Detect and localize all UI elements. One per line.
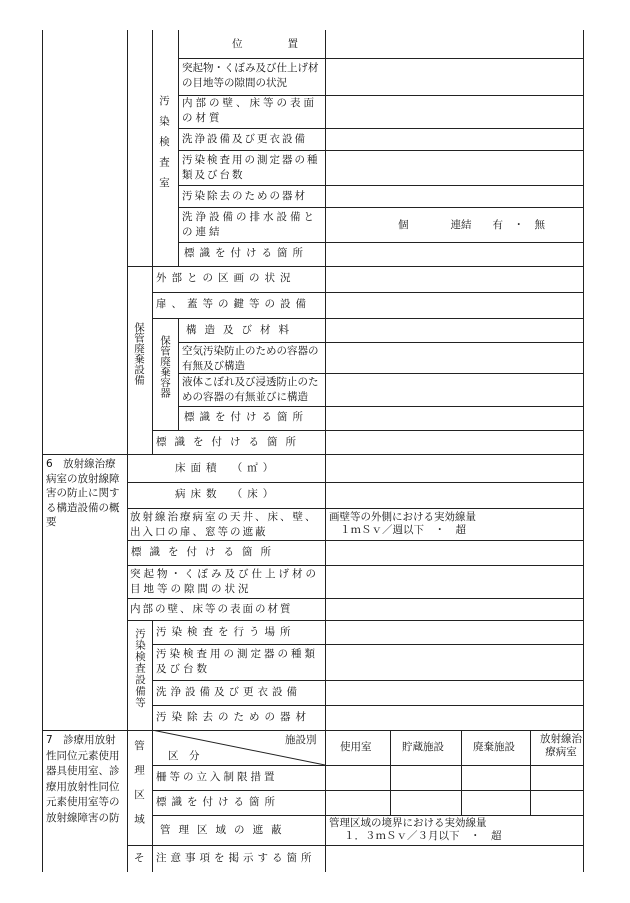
row-label: 標識を付ける箇所 — [156, 796, 280, 808]
contamination-room-label: 汚染検査室 — [158, 95, 170, 198]
row-label: 内部の壁、床等の表面の材質 — [130, 603, 293, 615]
row-label: 病床数 （床） — [175, 488, 279, 500]
drain-connection-value: 個 連結 有 ・ 無 — [398, 219, 545, 231]
row-label: 標識を付ける箇所 — [131, 546, 279, 558]
row-label: 液体こぼれ及び浸透防止のための容器の有無並びに構造 — [182, 376, 319, 403]
row-label: 位 置 — [232, 38, 306, 50]
row-label: 注意事項を掲示する箇所 — [156, 852, 316, 864]
row-label: 汚染検査用の測定器の種類及び台数 — [182, 154, 320, 181]
row-label: 汚染検査を行う場所 — [156, 626, 296, 638]
row-label: 空気汚染防止のための容器の有無及び構造 — [182, 345, 319, 372]
row-label: 構造及び材料 — [186, 324, 297, 336]
controlled-area-label: 管理区域 — [133, 740, 145, 838]
column-header: 貯蔵施設 — [402, 741, 444, 753]
diagonal-header-bottom: 区 分 — [168, 750, 200, 762]
column-header: 使用室 — [340, 741, 372, 753]
section7-title: 7 診療用放射性同位元素使用器具使用室、診療用放射性同位元素使用室等の放射線障害の防 — [46, 734, 120, 824]
row-label: 外部との区画の状況 — [156, 272, 296, 284]
area-shield-value-line2: １．３ｍＳｖ／３月以下 ・ 超 — [344, 830, 502, 842]
diagonal-header-top: 施設別 — [285, 734, 317, 746]
row-label: 標識を付ける箇所 — [156, 436, 304, 448]
row-label: 汚染検査用の測定器の種類及び台数 — [156, 648, 318, 675]
row-label: 管理区域の遮蔽 — [160, 824, 290, 836]
storage-disposal-label: 保管廃棄設備 — [133, 322, 145, 385]
section6-title: 6 放射線治療病室の放射線障害の防止に関する構造設備の概要 — [46, 458, 120, 528]
row-label: 突起物・くぼみ及び仕上げ材の目地等の隙間の状況 — [130, 568, 319, 595]
row-label: 柵等の立入制限措置 — [156, 771, 278, 783]
row-label: 扉、蓋等の鍵等の設備 — [156, 298, 311, 310]
storage-container-label: 保管廃棄容器 — [159, 335, 171, 398]
column-header: 廃棄施設 — [473, 741, 515, 753]
row-label: 洗浄設備及び更衣設備 — [182, 133, 307, 145]
last-row-side: そ — [134, 852, 145, 864]
row-label: 標識を付ける箇所 — [184, 247, 308, 259]
contamination-equipment-label: 汚染検査設備等 — [134, 628, 146, 709]
row-label: 標識を付ける箇所 — [184, 411, 308, 423]
shield-value-line2: １ｍＳｖ／週以下 ・ 超 — [340, 524, 466, 536]
row-label: 汚染除去のための器材 — [182, 190, 307, 202]
row-label: 洗浄設備の排水設備との連結 — [182, 211, 317, 238]
row-label: 内部の壁、床等の表面の材質 — [182, 97, 317, 124]
area-shield-value-line1: 管理区域の境界における実効線量 — [329, 817, 487, 829]
column-header: 放射線治療病室 — [540, 733, 582, 758]
row-label: 突起物・くぼみ及び仕上げ材の目地等の隙間の状況 — [182, 62, 319, 89]
shield-value-line1: 画壁等の外側における実効線量 — [329, 511, 476, 523]
row-label: 放射線治療病室の天井、床、壁、出入口の扉、窓等の遮蔽 — [130, 511, 318, 538]
row-label: 汚染除去のための器材 — [156, 711, 311, 723]
row-label: 洗浄設備及び更衣設備 — [156, 686, 301, 698]
row-label: 床面積 （㎡） — [175, 462, 279, 474]
